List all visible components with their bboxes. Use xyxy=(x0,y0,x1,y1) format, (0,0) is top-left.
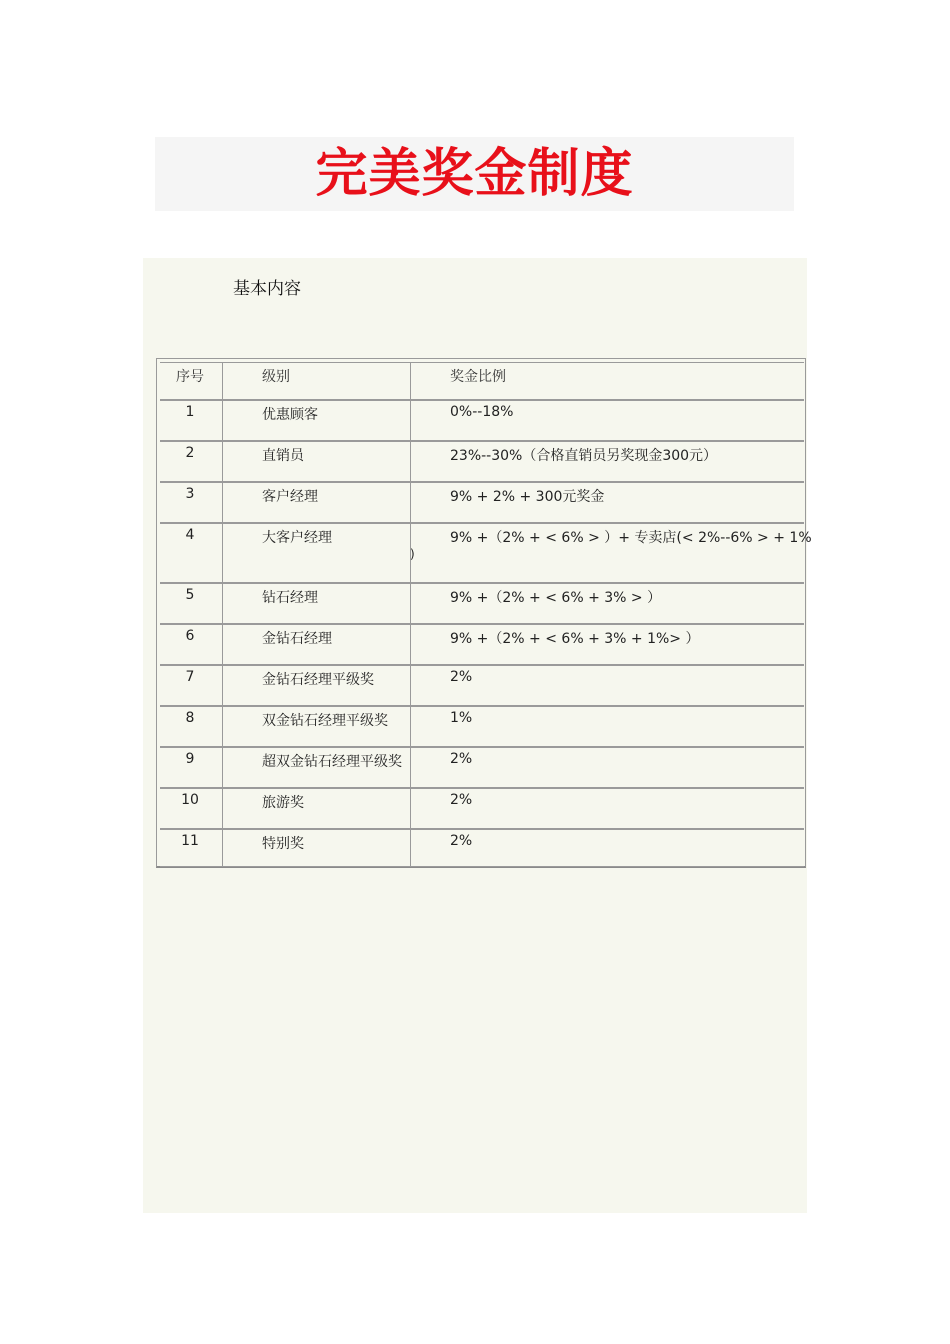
column-divider xyxy=(222,363,223,399)
column-divider xyxy=(222,625,223,664)
table-row xyxy=(160,747,804,788)
column-divider xyxy=(410,707,411,746)
row-level: 优惠顾客 xyxy=(262,407,318,423)
row-ratio: 9% +（2% + < 6% + 3% + 1%> ） xyxy=(450,631,700,647)
row-ratio: 2% xyxy=(450,669,473,685)
table-row xyxy=(160,523,812,583)
table-row xyxy=(160,482,804,523)
column-divider xyxy=(410,363,411,399)
column-divider xyxy=(222,748,223,787)
column-divider xyxy=(410,789,411,828)
table-row xyxy=(160,665,804,706)
column-divider xyxy=(410,830,411,866)
table-row xyxy=(160,583,804,624)
row-ratio: 2% xyxy=(450,792,473,808)
content-panel xyxy=(143,258,812,1213)
row-number: 10 xyxy=(181,792,199,808)
row-ratio: 9% +（2% + < 6% > ）+ 专卖店(< 2%--6% > + 1% xyxy=(450,530,812,546)
table-row xyxy=(160,441,804,482)
header-seq: 序号 xyxy=(176,369,204,385)
column-divider xyxy=(410,748,411,787)
table-row xyxy=(160,624,804,665)
row-number: 7 xyxy=(185,669,195,685)
row-number: 4 xyxy=(185,527,195,543)
row-number: 1 xyxy=(185,404,195,420)
column-divider xyxy=(410,401,411,440)
row-level: 超双金钻石经理平级奖 xyxy=(262,754,402,770)
row-number: 9 xyxy=(185,751,195,767)
row-level: 金钻石经理 xyxy=(262,631,332,647)
row-level: 大客户经理 xyxy=(262,530,332,546)
column-divider xyxy=(410,666,411,705)
row-number: 11 xyxy=(181,833,199,849)
document-title: 完美奖金制度 xyxy=(315,143,634,204)
column-divider xyxy=(222,442,223,481)
row-ratio: 2% xyxy=(450,833,473,849)
row-level: 特别奖 xyxy=(262,836,304,852)
row-ratio: 9% +（2% + < 6% + 3% > ） xyxy=(450,590,662,606)
row-ratio-wrap: ) xyxy=(410,547,415,561)
column-divider xyxy=(222,707,223,746)
row-number: 3 xyxy=(185,486,195,502)
header-ratio: 奖金比例 xyxy=(450,369,506,385)
column-divider xyxy=(222,830,223,866)
row-number: 5 xyxy=(185,587,195,603)
row-level: 客户经理 xyxy=(262,489,318,505)
row-ratio: 2% xyxy=(450,751,473,767)
row-level: 金钻石经理平级奖 xyxy=(262,672,374,688)
table-row xyxy=(160,400,804,441)
bonus-table xyxy=(156,358,812,868)
table-row xyxy=(160,706,804,747)
column-divider xyxy=(222,666,223,705)
table-row xyxy=(160,788,804,829)
row-ratio: 1% xyxy=(450,710,473,726)
title-banner xyxy=(155,137,794,211)
column-divider xyxy=(222,789,223,828)
row-level: 直销员 xyxy=(262,448,304,464)
row-number: 2 xyxy=(185,445,195,461)
row-level: 双金钻石经理平级奖 xyxy=(262,713,388,729)
row-level: 旅游奖 xyxy=(262,795,304,811)
column-divider xyxy=(222,524,223,582)
column-divider xyxy=(222,401,223,440)
column-divider xyxy=(222,483,223,522)
table-header-row xyxy=(160,362,804,400)
column-divider xyxy=(410,442,411,481)
row-ratio: 9% + 2% + 300元奖金 xyxy=(450,489,605,505)
column-divider xyxy=(410,483,411,522)
row-number: 8 xyxy=(185,710,195,726)
table-row xyxy=(160,829,804,867)
column-divider xyxy=(410,625,411,664)
header-level: 级别 xyxy=(262,369,290,385)
section-heading: 基本内容 xyxy=(233,279,301,299)
row-ratio: 23%--30%（合格直销员另奖现金300元） xyxy=(450,448,718,464)
row-ratio: 0%--18% xyxy=(450,404,514,420)
row-number: 6 xyxy=(185,628,195,644)
row-level: 钻石经理 xyxy=(262,590,318,606)
column-divider xyxy=(222,584,223,623)
column-divider xyxy=(410,584,411,623)
